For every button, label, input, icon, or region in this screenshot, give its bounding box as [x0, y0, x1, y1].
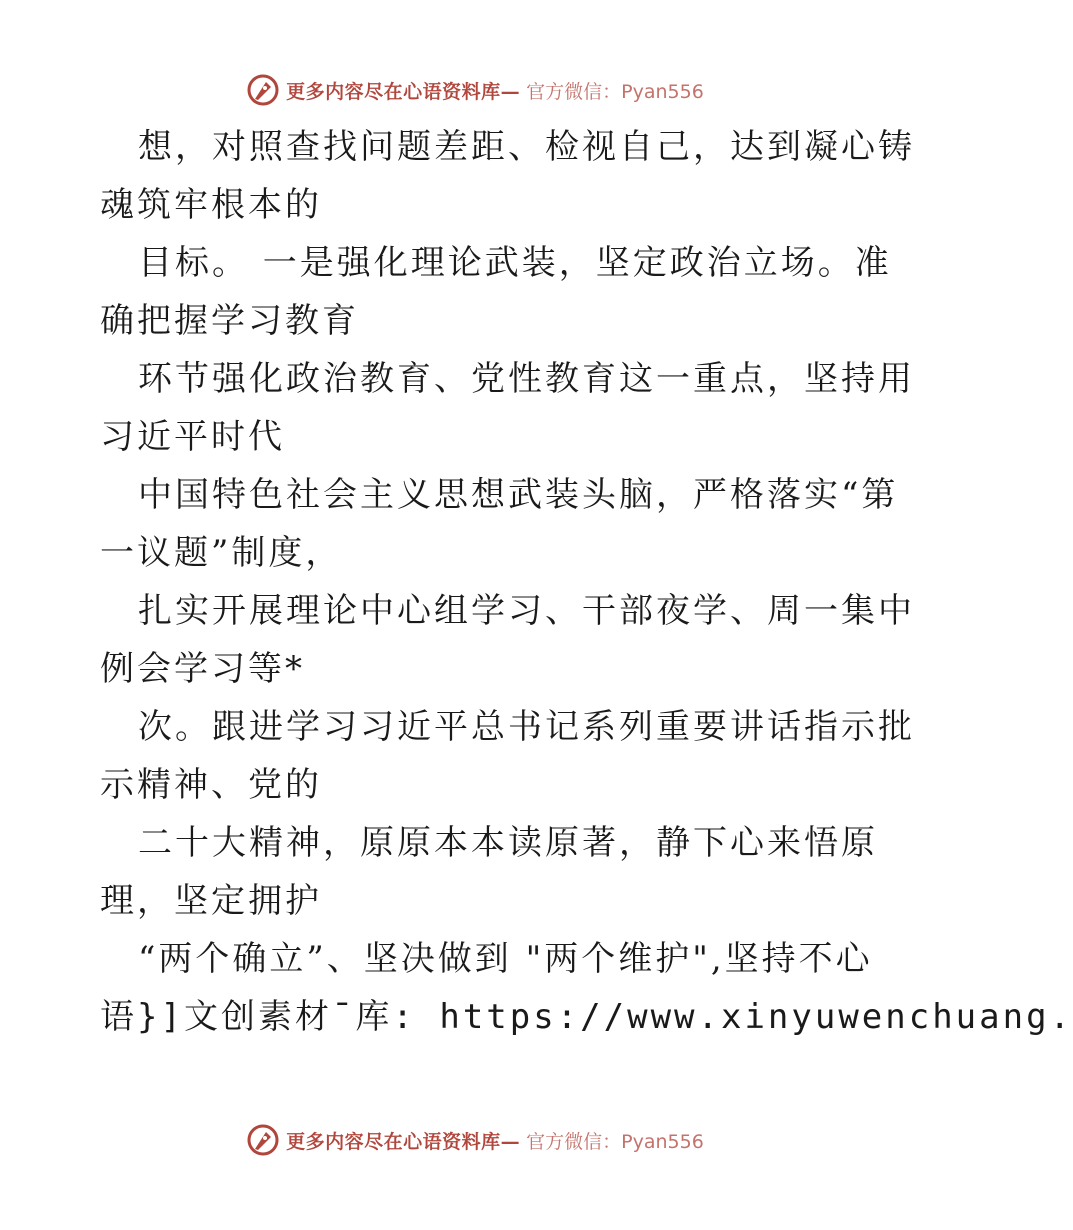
pen-nib-logo-icon: [246, 1123, 280, 1157]
text-line: 次。跟进学习习近平总书记系列重要讲话指示批: [138, 707, 915, 747]
text-line: 想，对照查找问题差距、检视自己，达到凝心铸: [138, 127, 915, 167]
text-line: 中国特色社会主义思想武装头脑，严格落实“第: [138, 475, 899, 515]
banner-text: 更多内容尽在心语资料库—: [286, 80, 521, 103]
document-body: [100, 118, 1073, 1046]
text-line: 扎实开展理论中心组学习、干部夜学、周一集中: [138, 591, 915, 631]
pen-nib-logo-icon: [246, 73, 280, 107]
header-watermark-banner: [0, 70, 950, 110]
footer-watermark-banner: [0, 1120, 950, 1160]
banner-text: 更多内容尽在心语资料库—: [286, 1130, 521, 1153]
text-line: 习近平时代: [100, 417, 285, 457]
text-line: 理，坚定拥护: [100, 881, 322, 921]
text-line: 目标。 一是强化理论武装，坚定政治立场。准: [138, 243, 892, 283]
text-line: 魂筑牢根本的: [100, 185, 322, 225]
banner-wechat-text: 官方微信：Pyan556: [526, 1130, 704, 1153]
banner-wechat-text: 官方微信：Pyan556: [526, 80, 704, 103]
text-line: “两个确立”、坚决做到 "两个维护",坚持不心: [138, 939, 873, 979]
text-line: 确把握学习教育: [100, 301, 359, 341]
text-line: 例会学习等*: [100, 649, 305, 689]
text-line: 一议题”制度，: [100, 533, 343, 573]
text-line: 示精神、党的: [100, 765, 322, 805]
text-line-url: 语}]文创素材¯库: https://www.xinyuwenchuang.: [100, 997, 1073, 1037]
text-line: 二十大精神，原原本本读原著，静下心来悟原: [138, 823, 878, 863]
text-line: 环节强化政治教育、党性教育这一重点，坚持用: [138, 359, 915, 399]
